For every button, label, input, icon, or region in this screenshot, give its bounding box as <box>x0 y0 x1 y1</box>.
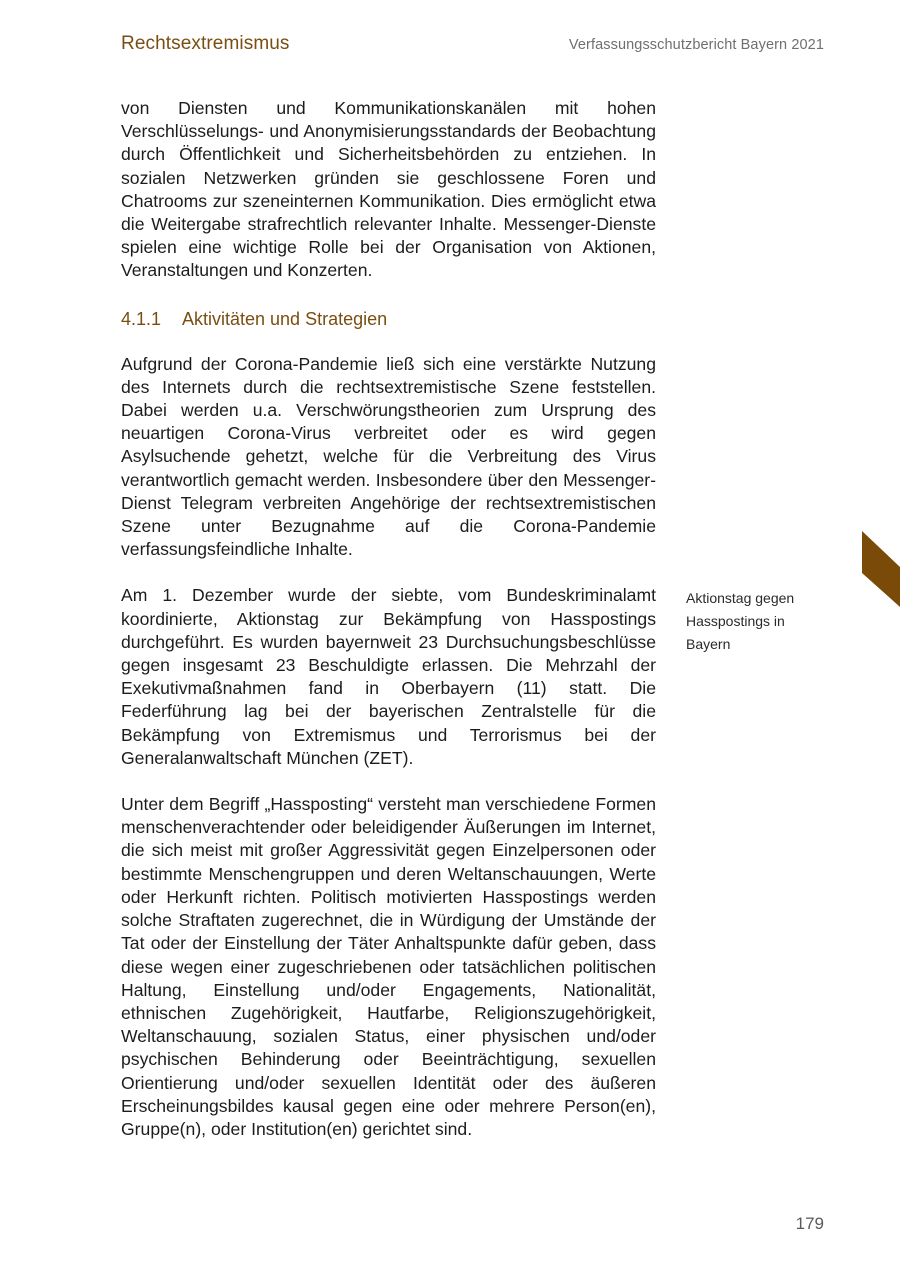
page-number: 179 <box>795 1214 824 1233</box>
report-title: Verfassungsschutzbericht Bayern 2021 <box>568 37 824 53</box>
section-title: Aktivitäten und Strategien <box>182 308 388 329</box>
chapter-title: Rechtsextremismus <box>121 33 290 54</box>
main-content <box>121 97 656 1141</box>
marginal-note-line: Aktionstag gegen <box>686 590 795 606</box>
section-number: 4.1.1 <box>121 308 162 329</box>
paragraph-intro: von Diensten und Kommunikationskanälen mit hohen Verschlüsselungs- und Anonymisierungsstandards der Beobachtung durch Öffentlichkeit und Sicherheitsbehörden zu entziehen. In sozialen Netzwerken gründen sie geschlossene Foren und Chatrooms zur szeneinternen Kommunikation. Dies ermöglicht etwa die Weitergabe strafrechtlich relevanter Inhalte. Messenger-Dienste spielen eine wichtige Rolle bei der Organisation von Aktionen, Veranstaltungen und Konzerten. <box>121 98 656 281</box>
paragraph-aktionstag: Am 1. Dezember wurde der siebte, vom Bundeskriminalamt koordinierte, Aktionstag zur Bekämpfung von Hasspostings durchgeführt. Es wurden bayernweit 23 Durchsuchungsbeschlüsse gegen insgesamt 23 Beschuldigte erlassen. Die Mehrzahl der Exekutivmaßnahmen fand in Oberbayern (11) statt. Die Federführung lag bei der bayerischen Zentralstelle für die Bekämpfung von Extremismus und Terrorismus bei der Generalanwaltschaft München (ZET). <box>121 585 656 768</box>
marginal-note <box>686 587 826 656</box>
paragraph-definition: Unter dem Begriff „Hassposting“ versteht man verschiedene Formen menschenverachtender oder beleidigender Äußerungen im Internet, die sich meist mit großer Aggressivität gegen Einzelpersonen oder bestimmte Menschengruppen und deren Weltanschauungen, Werte oder Herkunft richten. Politisch motivierten Hasspostings werden solche Straftaten zugerechnet, die in Würdigung der Umstände der Tat oder der Einstellung der Täter Anhaltspunkte dafür geben, dass diese wegen einer zugeschriebenen oder tatsächlichen politischen Haltung, Einstellung und/oder Engagements, Nationalität, ethnischen Zugehörigkeit, Hautfarbe, Religionszugehörigkeit, Weltanschauung, sozialen Status, einer physischen und/oder psychischen Behinderung oder Beeinträchtigung, sexuellen Orientierung und/oder sexuellen Identität oder des äußeren Erscheinungsbildes kausal gegen eine oder mehrere Person(en), Gruppe(n), oder Institution(en) gerichtet sind. <box>121 794 656 1139</box>
section-heading <box>121 307 656 331</box>
chapter-tab-marker <box>862 531 900 607</box>
marginal-note-line: Bayern <box>686 636 731 652</box>
chapter-tab-shape <box>862 531 900 607</box>
paragraph-corona: Aufgrund der Corona-Pandemie ließ sich eine verstärkte Nutzung des Internets durch die rechtsextremistische Szene feststellen. Dabei werden u.a. Verschwörungstheorien zum Ursprung des neuartigen Corona-Virus verbreitet oder es wird gegen Asylsuchende gehetzt, welche für die Verbreitung des Virus verantwortlich gemacht werden. Insbesondere über den Messenger-Dienst Telegram verbreiten Angehörige der rechtsextremistischen Szene unter Bezugnahme auf die Corona-Pandemie verfassungsfeindliche Inhalte. <box>121 353 656 560</box>
marginal-note-line: Hasspostings in <box>686 613 785 629</box>
